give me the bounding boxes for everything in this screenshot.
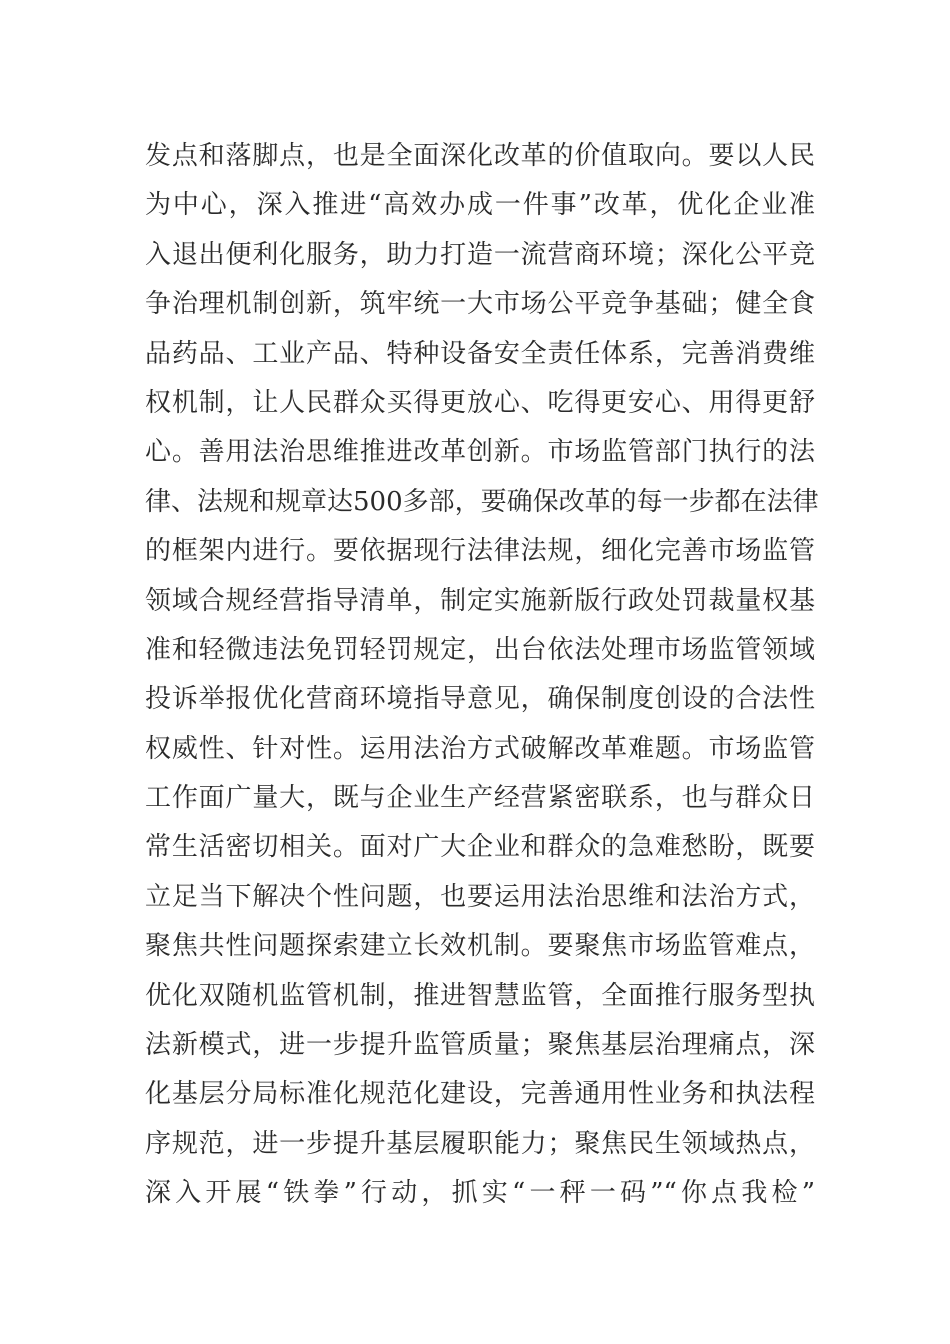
text-line-2: 为中心，深入推进“高效办成一件事”改革，优化企业准 <box>145 190 815 221</box>
body-text <box>145 132 819 1219</box>
text-line-10: 领域合规经营指导清单，制定实施新版行政处罚裁量权基 <box>145 585 815 616</box>
text-line-3: 入退出便利化服务，助力打造一流营商环境；深化公平竞 <box>145 239 815 270</box>
text-line-21: 序规范，进一步提升基层履职能力；聚焦民生领域热点， <box>145 1128 815 1159</box>
text-line-12: 投诉举报优化营商环境指导意见，确保制度创设的合法性 <box>145 684 815 715</box>
text-line-17: 聚焦共性问题探索建立长效机制。要聚焦市场监管难点， <box>145 931 815 962</box>
text-line-18: 优化双随机监管机制，推进智慧监管，全面推行服务型执 <box>145 980 815 1011</box>
text-line-7: 心。善用法治思维推进改革创新。市场监管部门执行的法 <box>145 437 815 468</box>
text-line-13: 权威性、针对性。运用法治方式破解改革难题。市场监管 <box>145 733 815 764</box>
text-line-16: 立足当下解决个性问题，也要运用法治思维和法治方式， <box>145 881 815 912</box>
text-line-5: 品药品、工业产品、特种设备安全责任体系，完善消费维 <box>145 338 815 369</box>
text-line-14: 工作面广量大，既与企业生产经营紧密联系，也与群众日 <box>145 783 815 814</box>
text-line-6: 权机制，让人民群众买得更放心、吃得更安心、用得更舒 <box>145 387 815 418</box>
text-line-20: 化基层分局标准化规范化建设，完善通用性业务和执法程 <box>145 1079 815 1110</box>
text-line-15: 常生活密切相关。面对广大企业和群众的急难愁盼，既要 <box>145 832 815 863</box>
text-line-19: 法新模式，进一步提升监管质量；聚焦基层治理痛点，深 <box>145 1030 815 1061</box>
text-line-9: 的框架内进行。要依据现行法律法规，细化完善市场监管 <box>145 536 815 567</box>
text-line-22: 深入开展“铁拳”行动，抓实“一秤一码”“你点我检” <box>145 1178 815 1209</box>
text-line-1: 发点和落脚点，也是全面深化改革的价值取向。要以人民 <box>145 141 815 171</box>
text-line-4: 争治理机制创新，筑牢统一大市场公平竞争基础；健全食 <box>145 289 815 320</box>
text-line-8: 律、法规和规章达500多部，要确保改革的每一步都在法律 <box>145 486 819 517</box>
text-line-11: 准和轻微违法免罚轻罚规定，出台依法处理市场监管领域 <box>145 634 815 665</box>
